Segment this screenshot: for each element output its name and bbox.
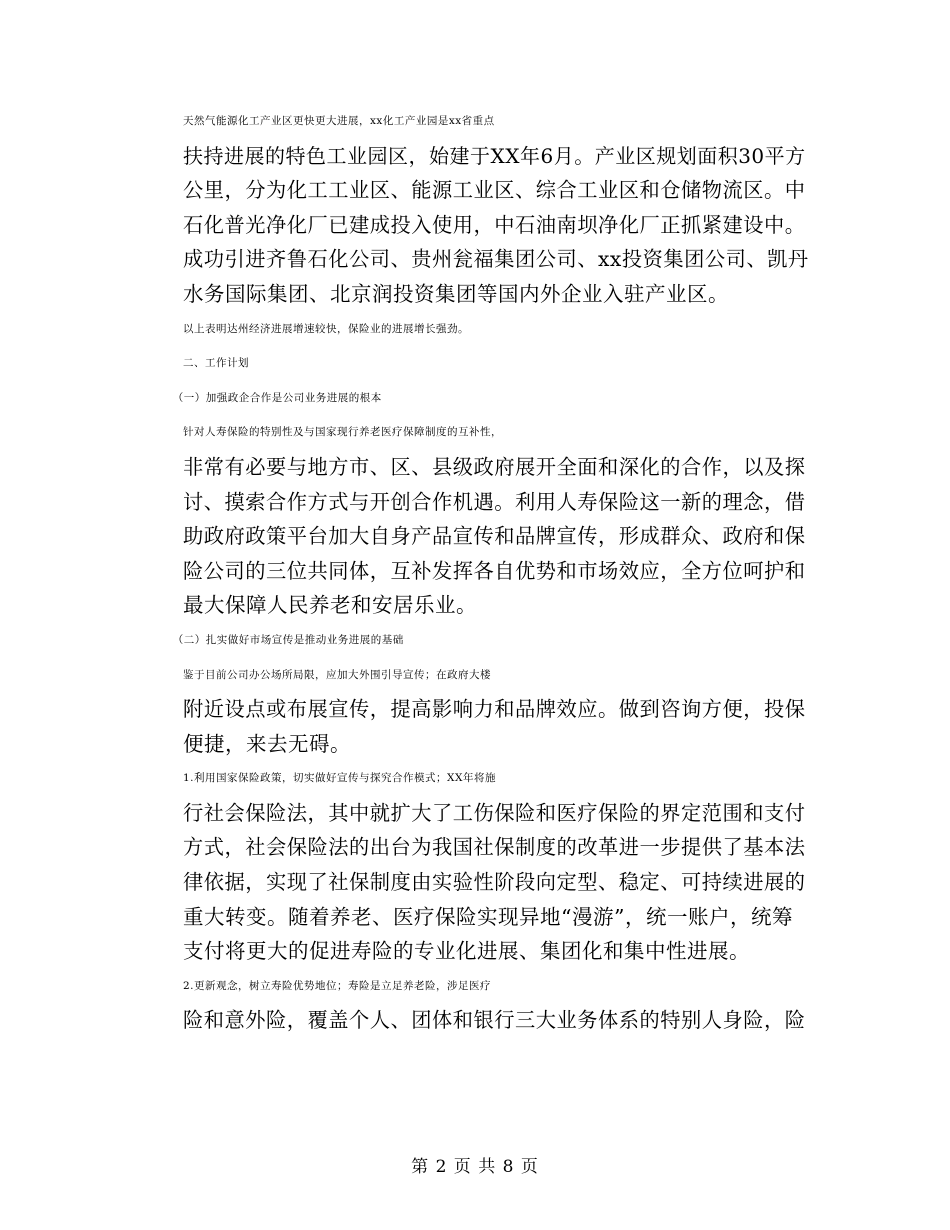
paragraph	[142, 415, 810, 623]
text-line: （一）加强政企合作是公司业务进展的根本	[172, 391, 382, 404]
document-body	[142, 104, 810, 1038]
text-line: 行社会保险法，其中就扩大了工伤保险和医疗保险的界定范围和支付	[183, 800, 806, 825]
paragraph	[142, 312, 810, 347]
text-line: 支付将更大的促进寿险的专业化进展、集团化和集中性进展。	[183, 939, 750, 964]
text-line: 险公司的三位共同体，互补发挥各自优势和市场效应，全方位呵护和	[183, 558, 806, 583]
paragraph	[142, 761, 810, 969]
text-line: 律依据，实现了社保制度由实验性阶段向定型、稳定、可持续进展的	[183, 870, 806, 895]
text-line: 公里，分为化工工业区、能源工业区、综合工业区和仓储物流区。中	[183, 178, 806, 203]
section-heading	[142, 381, 810, 416]
text-line: 2.更新观念，树立寿险优势地位；寿险是立足养老险，涉足医疗	[183, 979, 492, 992]
page-footer: 第 2 页 共 8 页	[411, 1157, 539, 1177]
text-line: 1.利用国家保险政策，切实做好宣传与探究合作模式；XX年将施	[183, 772, 496, 785]
text-line: 最大保障人民养老和安居乐业。	[183, 593, 477, 618]
text-line: 以上表明达州经济进展增速较快，保险业的进展增长强劲。	[183, 322, 469, 335]
paragraph	[142, 969, 810, 1038]
text-line: 石化普光净化厂已建成投入使用，中石油南坝净化厂正抓紧建设中。	[183, 212, 806, 237]
text-line: 讨、摸索合作方式与开创合作机遇。利用人寿保险这一新的理念，借	[183, 489, 806, 514]
section-heading	[142, 623, 810, 658]
text-line: 成功引进齐鲁石化公司、贵州瓮福集团公司、xx投资集团公司、凯丹	[183, 247, 809, 272]
text-line: 水务国际集团、北京润投资集团等国内外企业入驻产业区。	[183, 281, 729, 306]
text-line: 非常有必要与地方市、区、县级政府展开全面和深化的合作，以及探	[183, 454, 806, 479]
text-line: 鉴于目前公司办公场所局限，应加大外围引导宣传；在政府大楼	[183, 668, 491, 681]
text-line: 针对人寿保险的特别性及与国家现行养老医疗保障制度的互补性，	[183, 426, 502, 439]
text-line: 便捷，来去无碍。	[183, 731, 351, 756]
text-line: 天然气能源化工产业区更快更大进展，xx化工产业园是xx省重点	[183, 115, 495, 127]
text-line: 二、工作计划	[183, 357, 249, 370]
text-line: （二）扎实做好市场宣传是推动业务进展的基础	[172, 633, 404, 646]
paragraph	[142, 104, 810, 312]
section-heading	[142, 346, 810, 381]
text-line: 助政府政策平台加大自身产品宣传和品牌宣传，形成群众、政府和保	[183, 524, 806, 549]
text-line: 方式，社会保险法的出台为我国社保制度的改革进一步提供了基本法	[183, 835, 806, 860]
paragraph	[142, 658, 810, 762]
text-line: 扶持进展的特色工业园区，始建于XX年6月。产业区规划面积30平方	[183, 143, 806, 168]
text-line: 险和意外险，覆盖个人、团体和银行三大业务体系的特别人身险，险	[183, 1008, 806, 1033]
text-line: 重大转变。随着养老、医疗保险实现异地“漫游”，统一账户，统筹	[183, 904, 793, 929]
text-line: 附近设点或布展宣传，提高影响力和品牌效应。做到咨询方便，投保	[183, 697, 806, 722]
